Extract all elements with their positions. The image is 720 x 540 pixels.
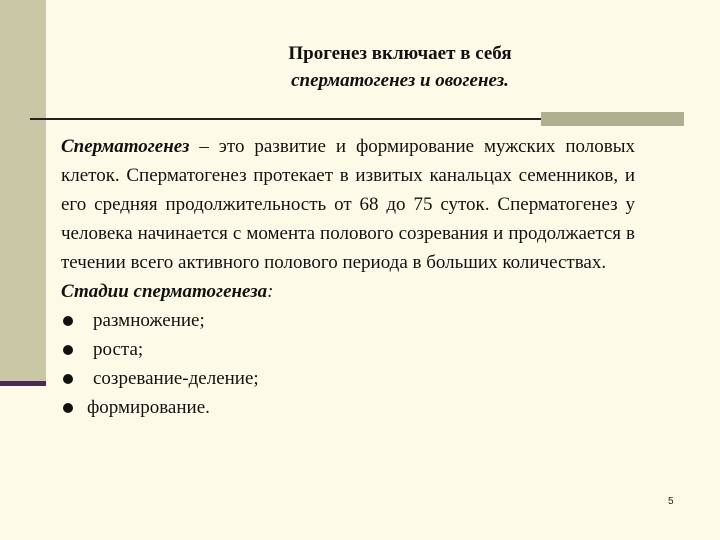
definition-text: – это развитие и формирование мужских половых клеток. Сперматогенез протекает в извитых канальцах семенников, и его средняя продолжительность от 68 до 75 суток. Сперматогенез у человека начинается с момента полового созревания и продолжается в течении всего активного полового периода в больших количествах. — [61, 136, 635, 273]
slide-title — [150, 40, 650, 94]
page-number: 5 — [668, 496, 674, 507]
title-line-2: сперматогенез и овогенез. — [291, 70, 509, 91]
definition-term: Сперматогенез — [61, 136, 190, 157]
list-item — [61, 335, 635, 364]
slide-body — [61, 132, 635, 422]
left-accent-bar — [0, 381, 46, 386]
bullet-icon — [63, 345, 73, 355]
stages-colon: : — [267, 281, 274, 302]
stage-label: размножение; — [93, 310, 205, 331]
stages-list — [61, 306, 635, 422]
left-decorative-band — [0, 0, 46, 383]
bullet-icon — [63, 316, 73, 326]
stages-heading — [61, 277, 635, 306]
definition-paragraph — [61, 132, 635, 277]
stages-title: Стадии сперматогенеза — [61, 281, 268, 302]
list-item — [61, 306, 635, 335]
stage-label: роста; — [93, 339, 144, 360]
stage-label: формирование. — [87, 397, 210, 418]
list-item — [61, 364, 635, 393]
right-decorative-block — [541, 112, 684, 126]
bullet-icon — [63, 374, 73, 384]
stage-label: созревание-деление; — [93, 368, 259, 389]
bullet-icon — [63, 403, 73, 413]
title-line-1: Прогенез включает в себя — [288, 43, 512, 64]
list-item — [61, 393, 635, 422]
